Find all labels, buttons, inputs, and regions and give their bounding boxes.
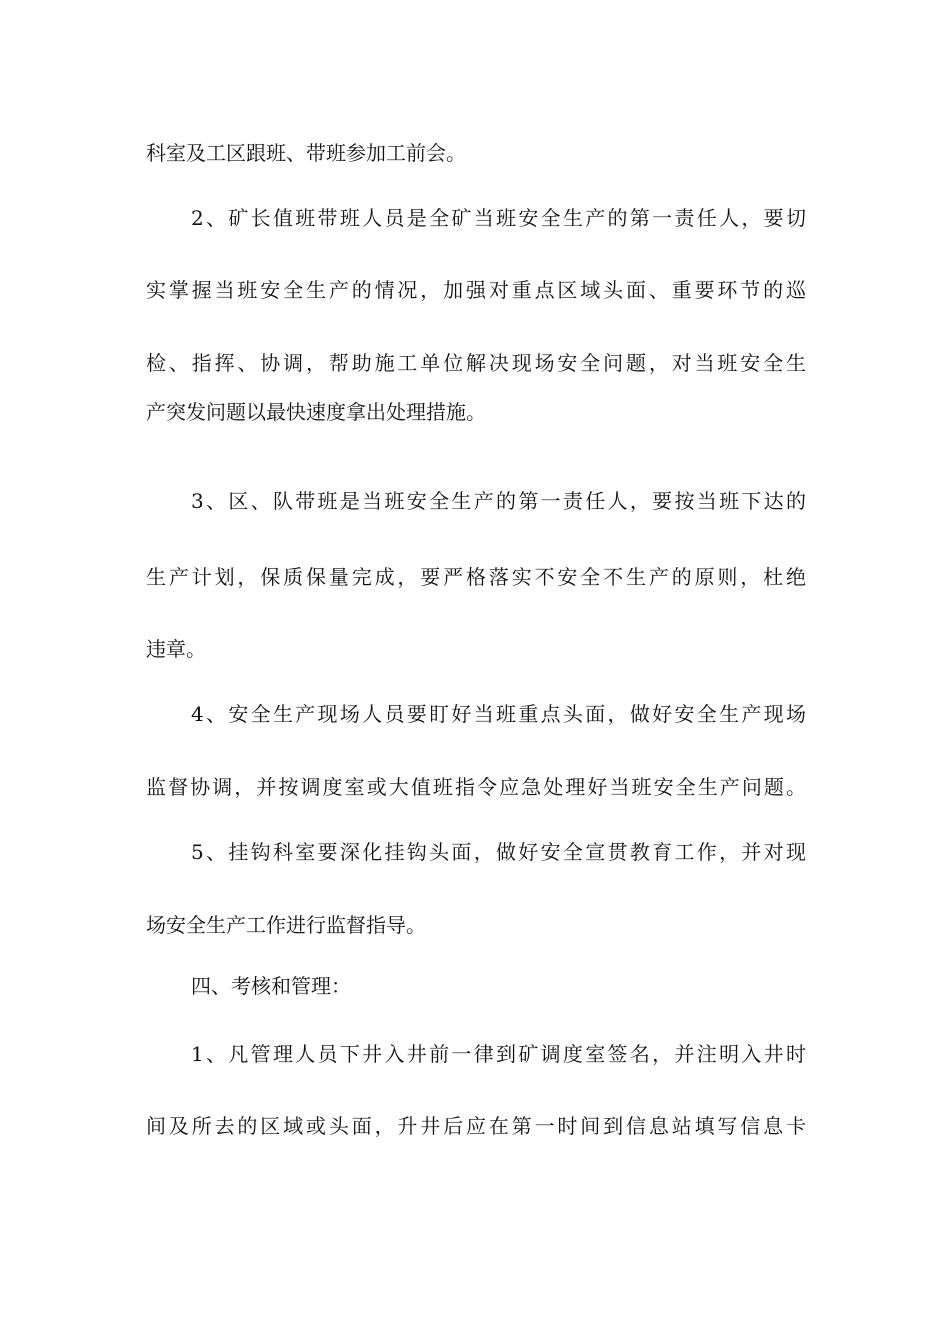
text-line-2: 2、矿长值班带班人员是全矿当班安全生产的第一责任人，要切: [191, 206, 806, 230]
section-heading: 四、考核和管理：: [191, 974, 351, 998]
text-line-11: 5、挂钩科室要深化挂钩头面，做好安全宣贯教育工作，并对现: [191, 840, 806, 864]
text-line-15: 间及所去的区域或头面，升井后应在第一时间到信息站填写信息卡: [146, 1114, 806, 1138]
text-line-9: 4、安全生产现场人员要盯好当班重点头面，做好安全生产现场: [191, 702, 806, 726]
text-line-6: 3、区、队带班是当班安全生产的第一责任人，要按当班下达的: [191, 489, 806, 513]
text-line-10: 监督协调，并按调度室或大值班指令应急处理好当班安全生产问题。: [146, 775, 806, 799]
text-line-5: 产突发问题以最快速度拿出处理措施。: [146, 400, 486, 424]
text-line-4: 检、指挥、协调，帮助施工单位解决现场安全问题，对当班安全生: [146, 351, 806, 375]
text-line-8: 违章。: [146, 637, 206, 661]
text-line-7: 生产计划，保质保量完成，要严格落实不安全不生产的原则，杜绝: [146, 565, 806, 589]
text-line-14: 1、凡管理人员下井入井前一律到矿调度室签名，并注明入井时: [191, 1042, 806, 1066]
text-line-12: 场安全生产工作进行监督指导。: [146, 913, 426, 937]
text-line-1: 科室及工区跟班、带班参加工前会。: [146, 141, 466, 165]
text-line-3: 实掌握当班安全生产的情况，加强对重点区域头面、重要环节的巡: [146, 278, 806, 302]
